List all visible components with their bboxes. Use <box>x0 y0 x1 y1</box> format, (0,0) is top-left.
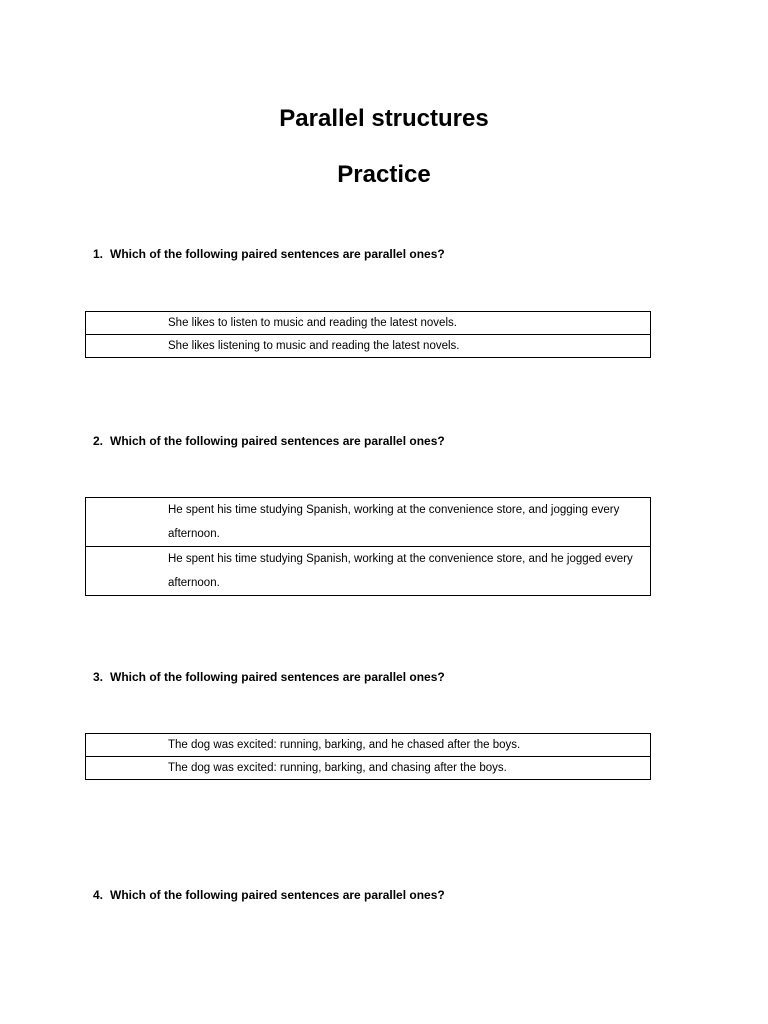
page-subtitle: Practice <box>337 161 431 188</box>
question-number: 4. <box>93 888 104 902</box>
question-number: 2. <box>93 434 104 448</box>
question-4 <box>93 887 445 903</box>
question-number: 1. <box>93 247 104 261</box>
table-row <box>86 498 651 547</box>
sentence-pair-table-2 <box>85 497 651 596</box>
question-3 <box>93 669 445 685</box>
question-number: 3. <box>93 670 104 684</box>
sentence-pair-table-1 <box>85 311 651 358</box>
page-title: Parallel structures <box>279 105 489 132</box>
question-prompt: Which of the following paired sentences are parallel ones? <box>110 888 445 902</box>
question-prompt: Which of the following paired sentences are parallel ones? <box>110 670 445 684</box>
sentence-option: He spent his time studying Spanish, working at the convenience store, and jogging every afternoon. <box>86 498 651 547</box>
table-row <box>86 734 651 757</box>
sentence-option: She likes to listen to music and reading the latest novels. <box>86 312 651 335</box>
sentence-option: The dog was excited: running, barking, and chasing after the boys. <box>86 757 651 780</box>
sentence-option: The dog was excited: running, barking, and he chased after the boys. <box>86 734 651 757</box>
question-2 <box>93 433 445 449</box>
table-row <box>86 312 651 335</box>
sentence-pair-table-3 <box>85 733 651 780</box>
table-row <box>86 547 651 596</box>
sentence-option: He spent his time studying Spanish, working at the convenience store, and he jogged every afternoon. <box>86 547 651 596</box>
table-row <box>86 757 651 780</box>
question-prompt: Which of the following paired sentences are parallel ones? <box>110 247 445 261</box>
question-1 <box>93 246 445 262</box>
sentence-option: She likes listening to music and reading the latest novels. <box>86 335 651 358</box>
question-prompt: Which of the following paired sentences are parallel ones? <box>110 434 445 448</box>
table-row <box>86 335 651 358</box>
